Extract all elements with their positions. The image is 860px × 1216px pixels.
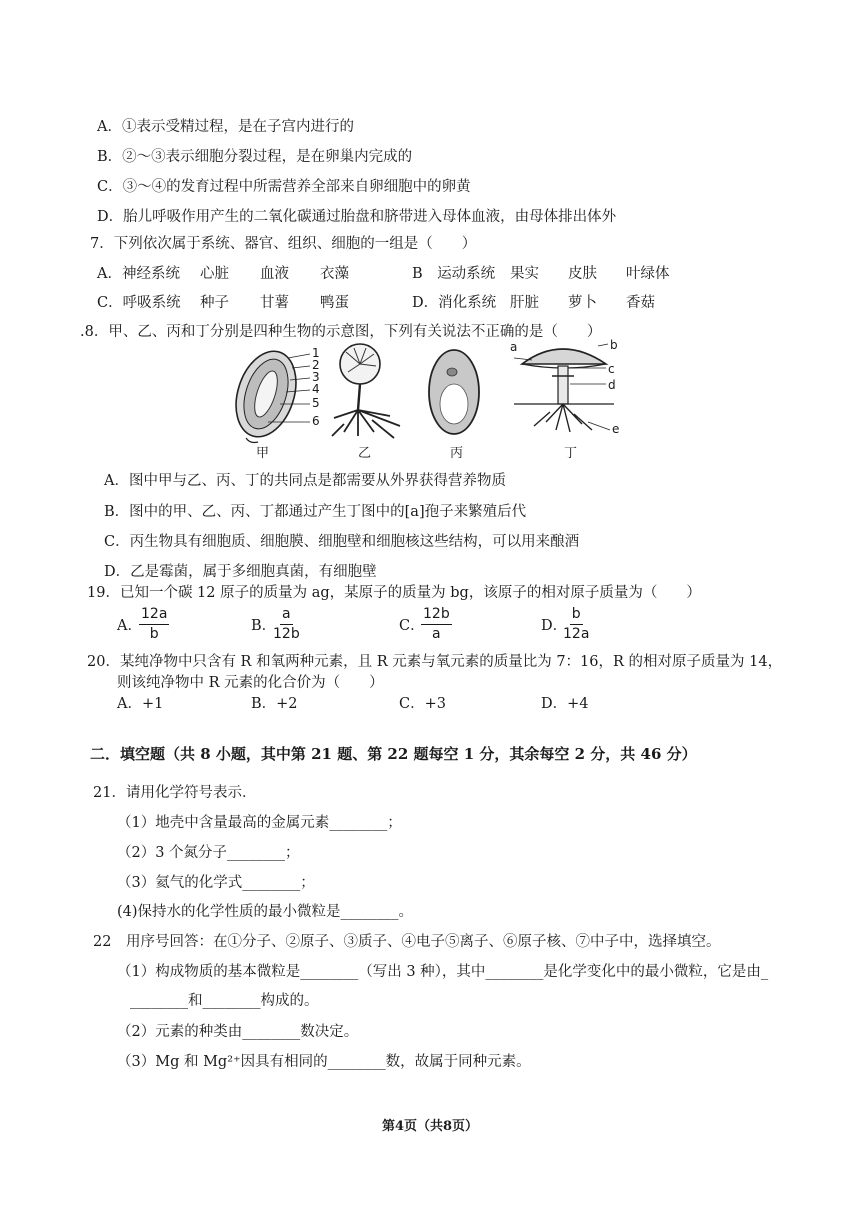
q8-stem: .8．甲、乙、丙和丁分别是四种生物的示意图，下列有关说法不正确的是（ ） <box>80 324 602 340</box>
q22-part-1b: ________和________构成的。 <box>130 993 319 1009</box>
figure-label-bing: 丙 <box>450 446 464 461</box>
mold-illustration <box>328 342 408 442</box>
denominator: a <box>432 626 441 642</box>
q19-fraction <box>421 606 452 643</box>
q19-fraction <box>139 606 169 643</box>
q21-stem: 21．请用化学符号表示． <box>93 785 257 801</box>
figure-label-yi: 乙 <box>358 446 372 461</box>
q19-option-label: C． <box>399 618 425 634</box>
bacterium-illustration <box>228 338 338 448</box>
denominator: 12b <box>273 626 300 642</box>
q19-fraction <box>563 606 589 643</box>
q21-part-1: （1）地壳中含量最高的金属元素________； <box>117 815 402 831</box>
ding-mark: b <box>610 338 618 352</box>
q7-a-item: A．神经系统 <box>97 266 180 282</box>
q6-option-a: A．①表示受精过程，是在子宫内进行的 <box>97 119 354 135</box>
q20-option: A．+1 <box>117 696 164 712</box>
q7-d-item: 肝脏 <box>510 295 539 311</box>
jia-mark: 6 <box>312 414 320 428</box>
numerator: 12a <box>139 606 169 625</box>
jia-mark: 4 <box>312 382 320 396</box>
jia-mark: 1 <box>312 346 320 360</box>
q19-fraction <box>273 606 300 643</box>
q20-stem-line1: 20．某纯净物中只含有 R 和氧两种元素，且 R 元素与氧元素的质量比为 7：16，R 的相对原子质量为 14， <box>87 654 783 670</box>
jia-mark: 5 <box>312 396 320 410</box>
q22-stem: 22 用序号回答：在①分子、②原子、③质子、④电子⑤离子、⑥原子核、⑦中子中，选择填空。 <box>93 934 721 950</box>
q20-option: C．+3 <box>399 696 446 712</box>
q20-option: B．+2 <box>251 696 298 712</box>
mushroom-illustration <box>510 338 620 438</box>
q19-stem: 19．已知一个碳 12 原子的质量为 ag，某原子的质量为 bg，该原子的相对原子质量为（ ） <box>87 585 701 601</box>
q7-b-item: 皮肤 <box>568 266 597 282</box>
q7-c-item: 甘薯 <box>260 295 289 311</box>
ding-mark: c <box>608 362 615 376</box>
q21-part-2: （2）3 个氮分子________； <box>117 845 300 861</box>
q6-option-d: D．胎儿呼吸作用产生的二氧化碳通过胎盘和脐带进入母体血液，由母体排出体外 <box>97 209 617 225</box>
q8-option-d: D．乙是霉菌，属于多细胞真菌，有细胞壁 <box>104 564 377 580</box>
q7-b-item: 果实 <box>510 266 539 282</box>
q7-stem: 7．下列依次属于系统、器官、组织、细胞的一组是（ ） <box>90 236 477 252</box>
denominator: 12a <box>563 626 590 642</box>
q7-a-item: 衣藻 <box>320 266 349 282</box>
q7-b-item: 叶绿体 <box>626 266 670 282</box>
figure-label-ding: 丁 <box>564 446 578 461</box>
ding-mark: d <box>608 378 616 392</box>
q21-part-3: （3）氦气的化学式________； <box>117 875 315 891</box>
q21-part-4: (4)保持水的化学性质的最小微粒是________。 <box>117 904 414 920</box>
numerator: b <box>570 606 583 625</box>
q19-option-label: A． <box>117 618 142 634</box>
q7-c-item: 鸭蛋 <box>320 295 349 311</box>
q20-option: D．+4 <box>541 696 589 712</box>
q7-d-item: 香菇 <box>626 295 655 311</box>
q8-figure <box>228 338 628 464</box>
yeast-illustration <box>424 344 484 440</box>
q7-d-item: D．消化系统 <box>412 295 497 311</box>
q20-stem-line2: 则该纯净物中 R 元素的化合价为（ ） <box>117 675 384 691</box>
q7-a-item: 血液 <box>260 266 289 282</box>
q8-option-b: B．图中的甲、乙、丙、丁都通过产生丁图中的[a]孢子来繁殖后代 <box>104 504 527 520</box>
numerator: a <box>280 606 293 625</box>
q8-option-a: A．图中甲与乙、丙、丁的共同点是都需要从外界获得营养物质 <box>104 473 506 489</box>
q6-option-c: C．③～④的发育过程中所需营养全部来自卵细胞中的卵黄 <box>97 179 471 195</box>
ding-mark: e <box>612 422 620 436</box>
page-number: 第4页（共8页） <box>381 1119 479 1134</box>
q22-part-1a: （1）构成物质的基本微粒是________（写出 3 种），其中________是化学变化中的最小微粒，它是由_ <box>117 964 769 980</box>
denominator: b <box>149 626 159 642</box>
q7-a-item: 心脏 <box>200 266 229 282</box>
jia-mark: 2 <box>312 358 320 372</box>
q6-option-b: B．②～③表示细胞分裂过程，是在卵巢内完成的 <box>97 149 413 165</box>
section-2-title: 二．填空题（共 8 小题，其中第 21 题、第 22 题每空 1 分，其余每空 2 分，共 46 分） <box>90 745 697 763</box>
q8-option-c: C．丙生物具有细胞质、细胞膜、细胞壁和细胞核这些结构，可以用来酿酒 <box>104 534 580 550</box>
q7-d-item: 萝卜 <box>568 295 597 311</box>
numerator: 12b <box>421 606 452 625</box>
q7-b-item: B 运动系统 <box>412 266 496 282</box>
jia-mark: 3 <box>312 370 320 384</box>
ding-mark: a <box>510 340 518 354</box>
q19-option-label: B． <box>251 618 277 634</box>
q7-c-item: C．呼吸系统 <box>97 295 181 311</box>
q22-part-2: （2）元素的种类由________数决定。 <box>117 1024 359 1040</box>
figure-label-jia: 甲 <box>256 446 270 461</box>
q7-c-item: 种子 <box>200 295 229 311</box>
q19-option-label: D． <box>541 618 568 634</box>
q22-part-3: （3）Mg 和 Mg²⁺因具有相同的________数，故属于同种元素。 <box>117 1054 531 1070</box>
